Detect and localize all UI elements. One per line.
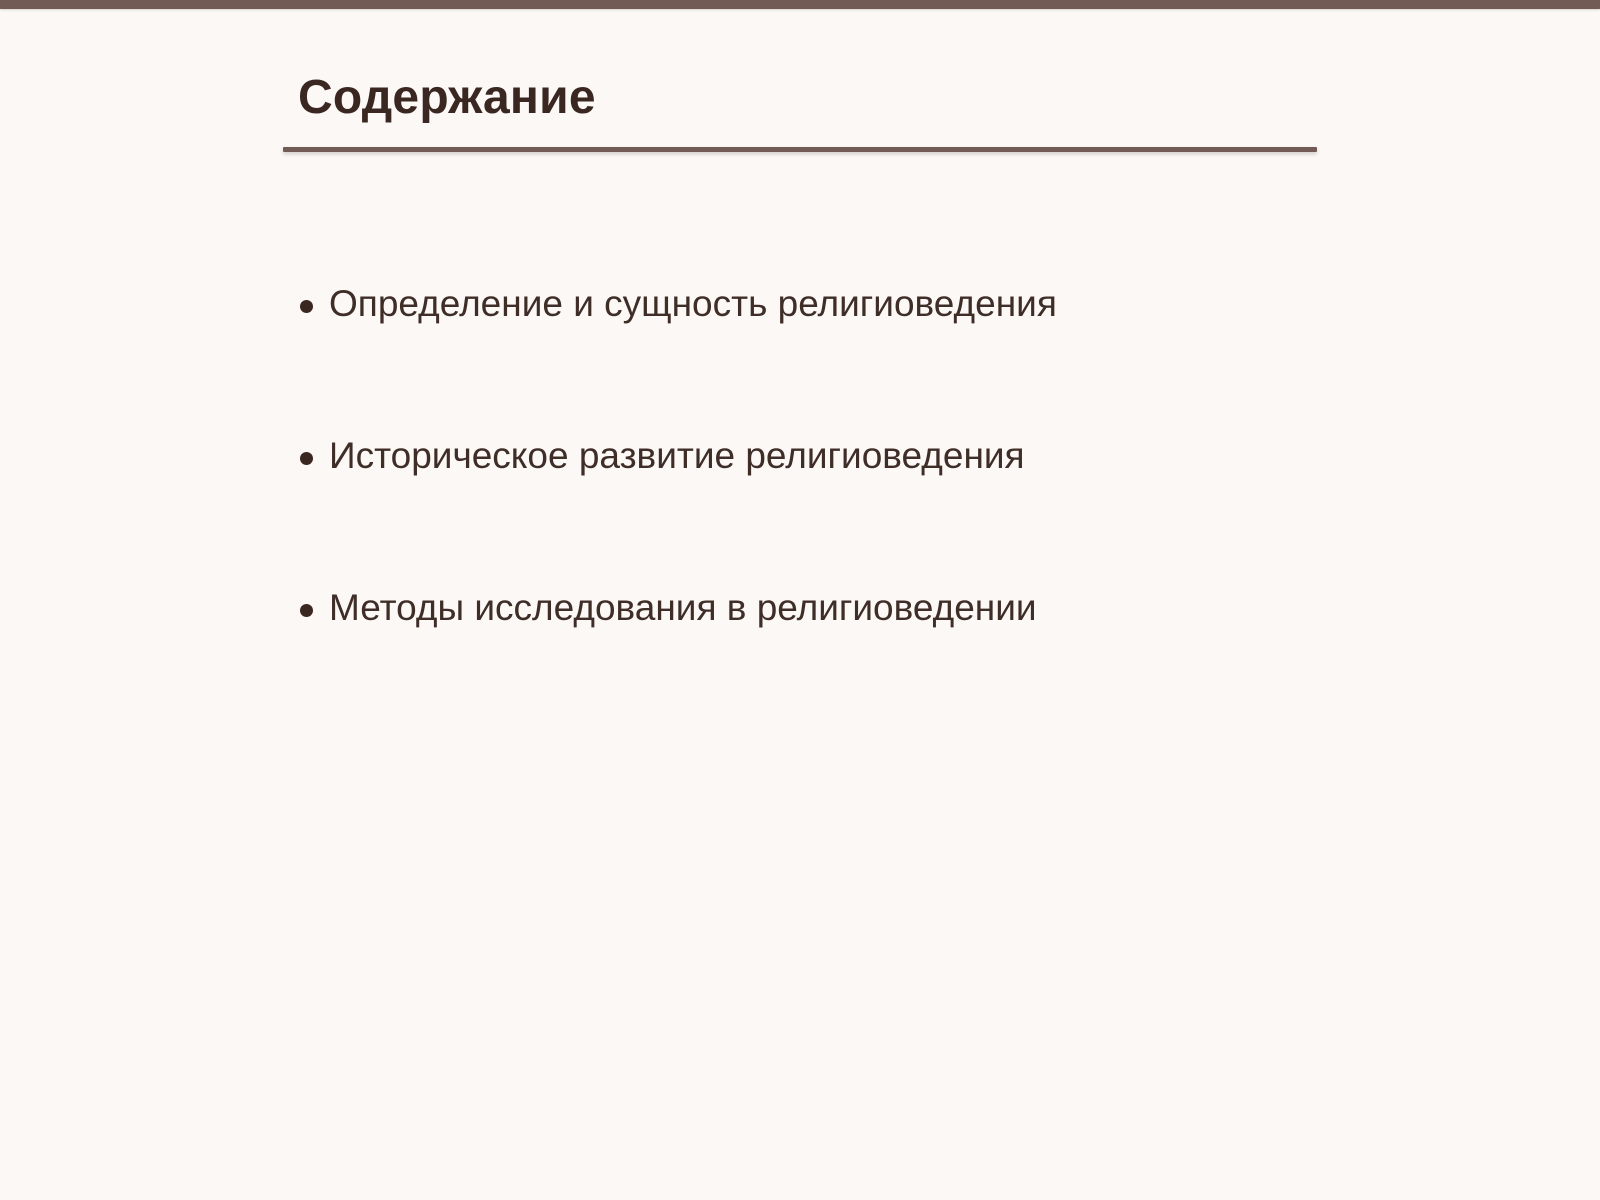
bullet-icon bbox=[300, 300, 313, 313]
list-item-text: Определение и сущность религиоведения bbox=[329, 283, 1057, 324]
title-divider bbox=[283, 147, 1317, 152]
list-item-text: Методы исследования в религиоведении bbox=[329, 587, 1037, 628]
list-item-text: Историческое развитие религиоведения bbox=[329, 435, 1025, 476]
top-accent-bar bbox=[0, 0, 1600, 9]
slide-title: Содержание bbox=[298, 71, 596, 124]
bullet-icon bbox=[300, 604, 313, 617]
bullet-icon bbox=[300, 452, 313, 465]
